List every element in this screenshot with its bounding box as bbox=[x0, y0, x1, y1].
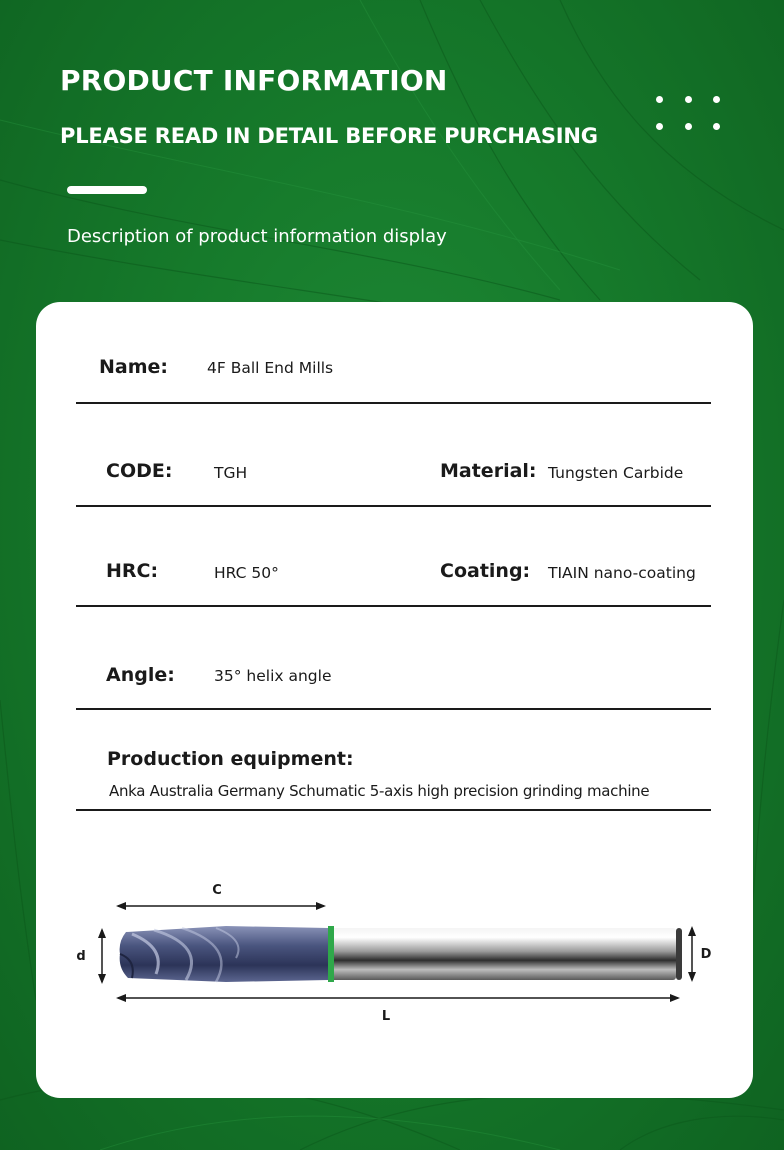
material-label: Material: bbox=[440, 460, 537, 482]
angle-label: Angle: bbox=[106, 664, 175, 686]
product-info-card bbox=[36, 302, 753, 1098]
name-label: Name: bbox=[99, 356, 169, 378]
dimension-l bbox=[116, 994, 680, 1024]
divider bbox=[76, 708, 711, 710]
dimension-c-label: C bbox=[212, 883, 222, 898]
dimension-d-small-label: d bbox=[76, 949, 86, 964]
equipment-label: Production equipment: bbox=[107, 748, 354, 770]
code-label: CODE: bbox=[106, 460, 173, 482]
dimension-d-large-label: D bbox=[700, 947, 712, 962]
equipment-value: Anka Australia Germany Schumatic 5-axis high precision grinding machine bbox=[109, 782, 650, 800]
coating-value: TIAIN nano-coating bbox=[548, 564, 696, 582]
green-ring bbox=[328, 926, 334, 982]
end-mill-diagram bbox=[36, 862, 753, 1092]
hrc-label: HRC: bbox=[106, 560, 159, 582]
divider bbox=[76, 505, 711, 507]
name-value: 4F Ball End Mills bbox=[207, 359, 334, 377]
angle-value: 35° helix angle bbox=[214, 667, 332, 685]
cutting-head bbox=[120, 926, 328, 982]
material-value: Tungsten Carbide bbox=[548, 464, 684, 482]
divider bbox=[76, 605, 711, 607]
decorative-dots bbox=[656, 96, 726, 136]
dimension-c bbox=[116, 883, 326, 910]
divider bbox=[76, 402, 711, 404]
page-subtitle: PLEASE READ IN DETAIL BEFORE PURCHASING bbox=[60, 124, 598, 148]
accent-bar bbox=[67, 186, 147, 194]
divider bbox=[76, 809, 711, 811]
coating-label: Coating: bbox=[440, 560, 531, 582]
dimension-d-small bbox=[76, 928, 106, 984]
shank bbox=[328, 928, 676, 980]
dimension-d-large bbox=[688, 926, 712, 982]
page-title: PRODUCT INFORMATION bbox=[60, 64, 448, 97]
dimension-l-label: L bbox=[381, 1009, 391, 1024]
section-description: Description of product information display bbox=[67, 226, 447, 247]
code-value: TGH bbox=[214, 464, 248, 482]
hrc-value: HRC 50° bbox=[214, 564, 279, 582]
